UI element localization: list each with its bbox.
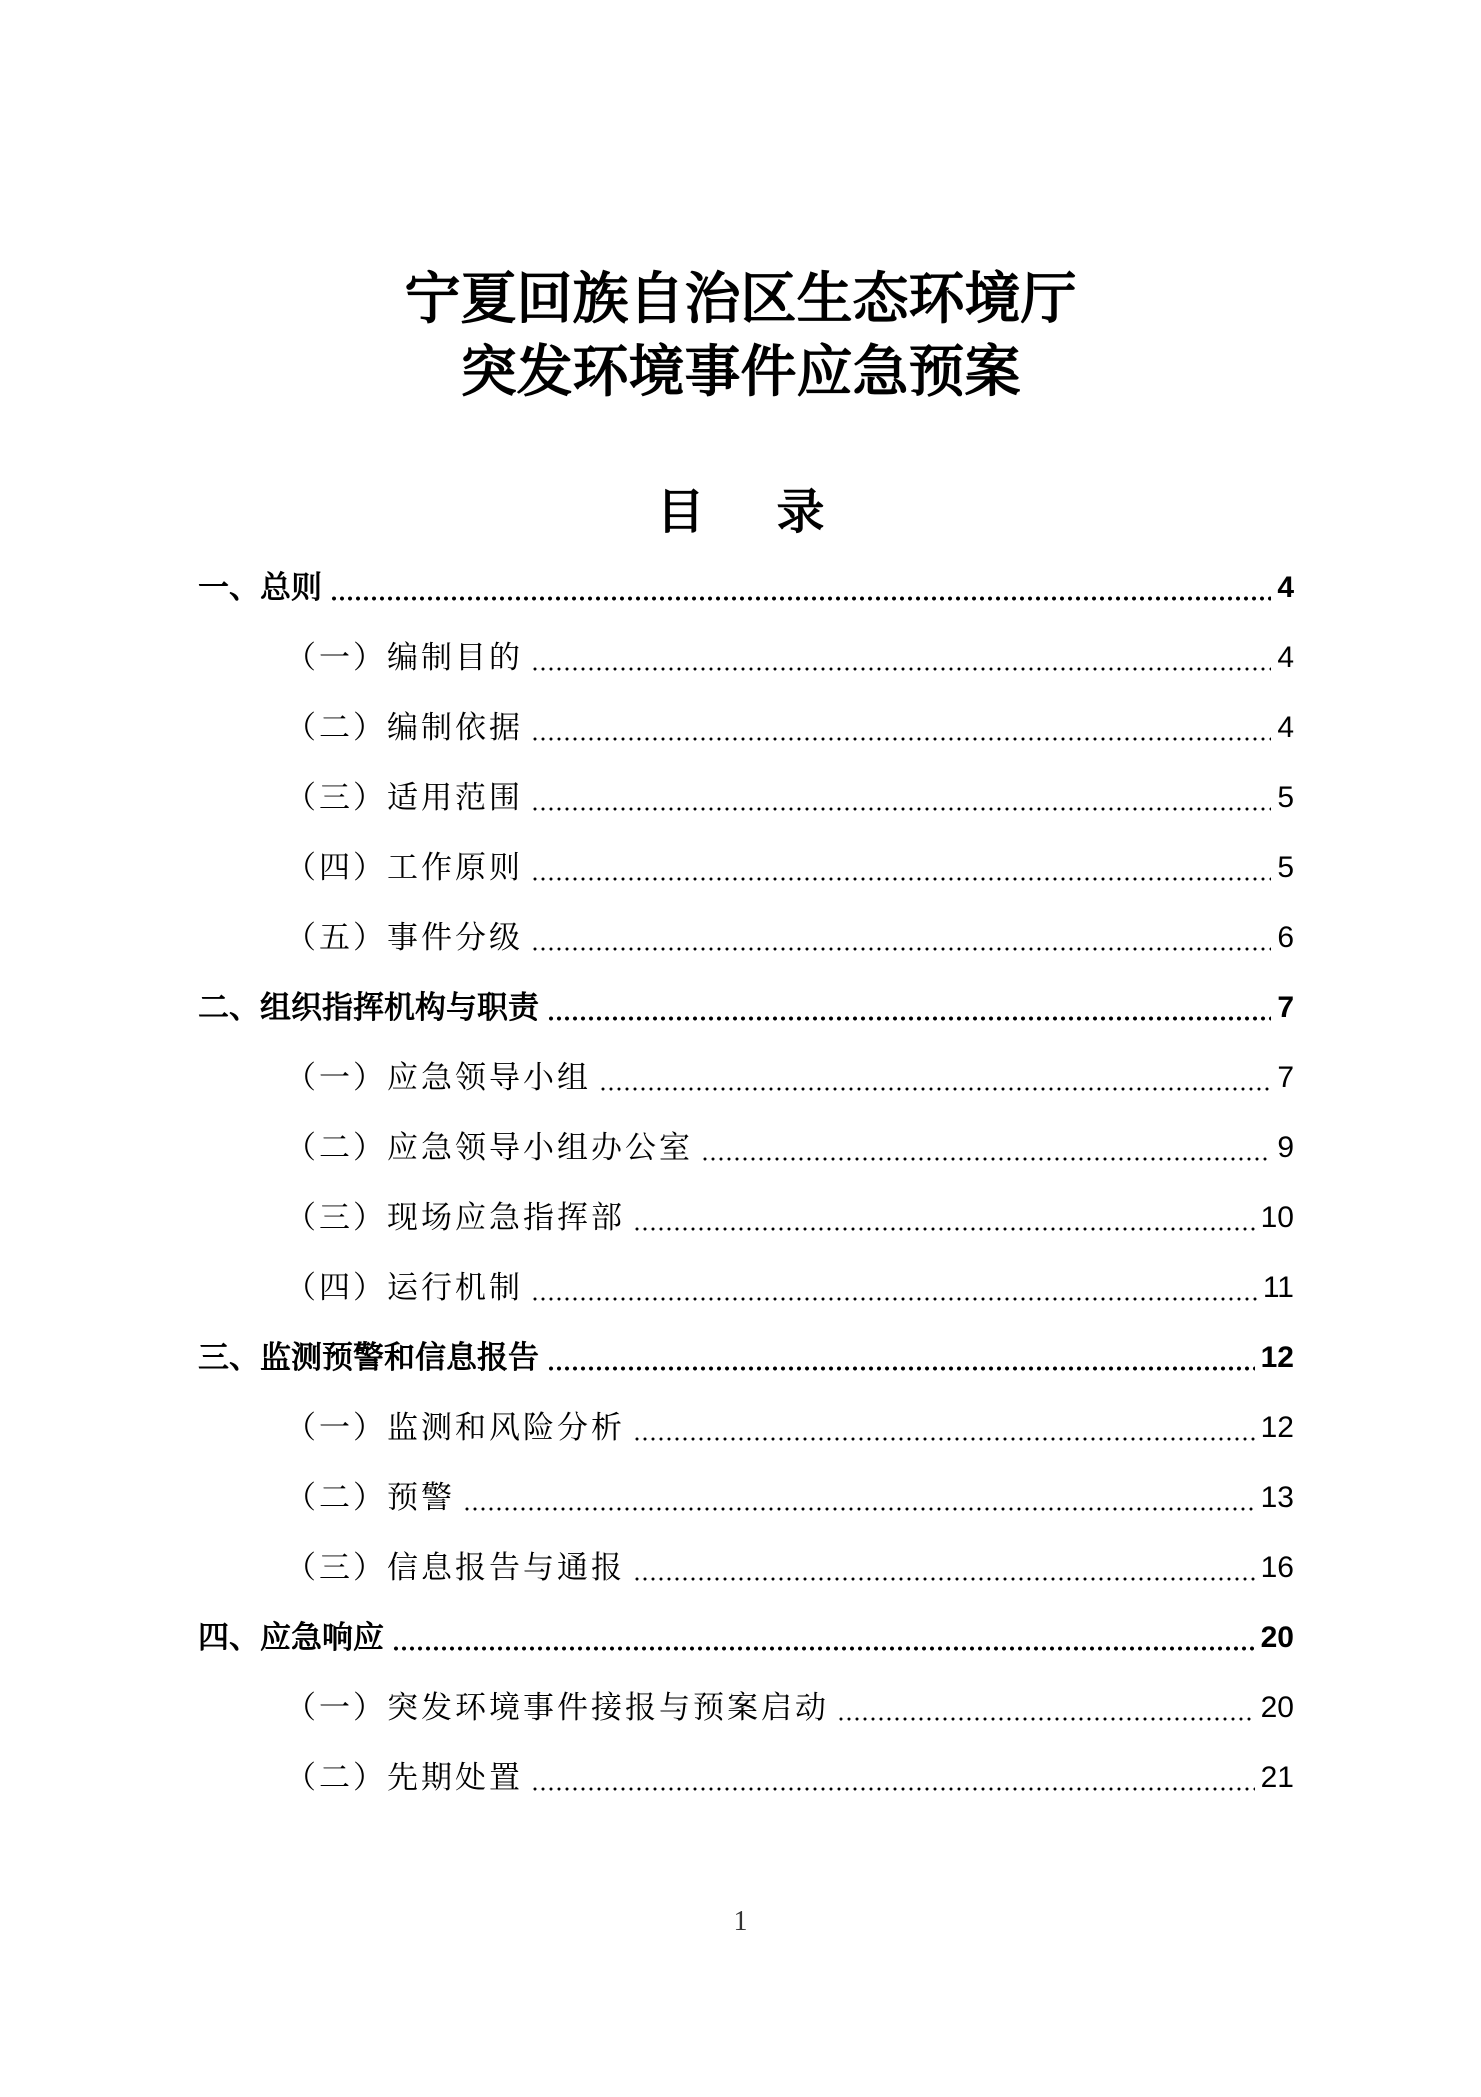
toc-entry-label: （二）编制依据 <box>285 710 523 746</box>
toc-entry-page-number: 9 <box>1277 1131 1294 1164</box>
toc-entry-label: 三、监测预警和信息报告 <box>198 1340 539 1376</box>
toc-subsection-entry[interactable] <box>285 1543 1294 1593</box>
toc-subsection-entry[interactable] <box>285 913 1294 963</box>
toc-entry-page-number: 13 <box>1260 1481 1294 1514</box>
toc-entry-label: （二）应急领导小组办公室 <box>285 1130 693 1166</box>
toc-entry-page-number: 4 <box>1277 711 1294 744</box>
toc-subsection-entry[interactable] <box>285 1193 1294 1243</box>
toc-dot-leader <box>531 1787 1255 1791</box>
toc-dot-leader <box>531 807 1271 811</box>
toc-dot-leader <box>531 1297 1257 1301</box>
toc-dot-leader <box>531 877 1271 881</box>
toc-dot-leader <box>633 1227 1255 1231</box>
toc-entry-label: （四）工作原则 <box>285 850 523 886</box>
toc-entry-page-number: 21 <box>1260 1761 1294 1794</box>
toc-entry-page-number: 4 <box>1277 641 1294 674</box>
toc-entry-label: 二、组织指挥机构与职责 <box>198 990 539 1026</box>
toc-subsection-entry[interactable] <box>285 1753 1294 1803</box>
document-title-line-1: 宁夏回族自治区生态环境厅 <box>404 266 1077 332</box>
toc-entry-label: （一）监测和风险分析 <box>285 1410 625 1446</box>
toc-entry-label: （四）运行机制 <box>285 1270 523 1306</box>
toc-entry-label: （一）突发环境事件接报与预案启动 <box>285 1690 829 1726</box>
toc-dot-leader <box>633 1577 1255 1581</box>
toc-subsection-entry[interactable] <box>285 1053 1294 1103</box>
toc-entry-label: （三）现场应急指挥部 <box>285 1200 625 1236</box>
toc-section-entry[interactable] <box>198 563 1294 613</box>
toc-dot-leader <box>547 1366 1255 1371</box>
toc-entry-page-number: 20 <box>1260 1621 1294 1654</box>
toc-dot-leader <box>599 1087 1271 1091</box>
toc-entry-label: （二）预警 <box>285 1480 455 1516</box>
toc-entry-page-number: 10 <box>1260 1201 1294 1234</box>
toc-section-entry[interactable] <box>198 983 1294 1033</box>
toc-entry-page-number: 7 <box>1277 991 1294 1024</box>
toc-section-entry[interactable] <box>198 1613 1294 1663</box>
toc-entry-page-number: 12 <box>1260 1341 1294 1374</box>
toc-entry-page-number: 12 <box>1260 1411 1294 1444</box>
toc-dot-leader <box>547 1016 1271 1021</box>
toc-entry-label: 一、总则 <box>198 570 322 606</box>
toc-subsection-entry[interactable] <box>285 1403 1294 1453</box>
toc-dot-leader <box>633 1437 1255 1441</box>
toc-entry-page-number: 5 <box>1277 781 1294 814</box>
toc-heading: 目录 <box>656 484 897 540</box>
toc-dot-leader <box>392 1646 1255 1651</box>
toc-dot-leader <box>531 737 1271 741</box>
toc-subsection-entry[interactable] <box>285 633 1294 683</box>
toc-dot-leader <box>701 1157 1271 1161</box>
toc-dot-leader <box>330 596 1271 601</box>
toc-entry-label: 四、应急响应 <box>198 1620 384 1656</box>
toc-entry-label: （一）编制目的 <box>285 640 523 676</box>
toc-entry-label: （三）适用范围 <box>285 780 523 816</box>
toc-entry-page-number: 6 <box>1277 921 1294 954</box>
toc-entry-page-number: 5 <box>1277 851 1294 884</box>
toc-subsection-entry[interactable] <box>285 703 1294 753</box>
toc-subsection-entry[interactable] <box>285 1473 1294 1523</box>
toc-entry-page-number: 11 <box>1262 1271 1294 1304</box>
toc-dot-leader <box>531 667 1271 671</box>
toc-subsection-entry[interactable] <box>285 1123 1294 1173</box>
toc-dot-leader <box>463 1507 1255 1511</box>
page-number: 1 <box>733 1906 748 1937</box>
toc-subsection-entry[interactable] <box>285 1263 1294 1313</box>
toc-entry-page-number: 4 <box>1277 571 1294 604</box>
toc-entry-label: （一）应急领导小组 <box>285 1060 591 1096</box>
document-title-line-2: 突发环境事件应急预案 <box>460 339 1021 405</box>
toc-dot-leader <box>531 947 1271 951</box>
toc-entry-label: （三）信息报告与通报 <box>285 1550 625 1586</box>
toc-section-entry[interactable] <box>198 1333 1294 1383</box>
toc-entry-label: （二）先期处置 <box>285 1760 523 1796</box>
toc-dot-leader <box>837 1717 1255 1721</box>
toc-entry-page-number: 16 <box>1260 1551 1294 1584</box>
toc-entry-page-number: 7 <box>1277 1061 1294 1094</box>
toc-subsection-entry[interactable] <box>285 843 1294 893</box>
toc-entry-label: （五）事件分级 <box>285 920 523 956</box>
toc-entry-page-number: 20 <box>1260 1691 1294 1724</box>
toc-subsection-entry[interactable] <box>285 773 1294 823</box>
toc-subsection-entry[interactable] <box>285 1683 1294 1733</box>
